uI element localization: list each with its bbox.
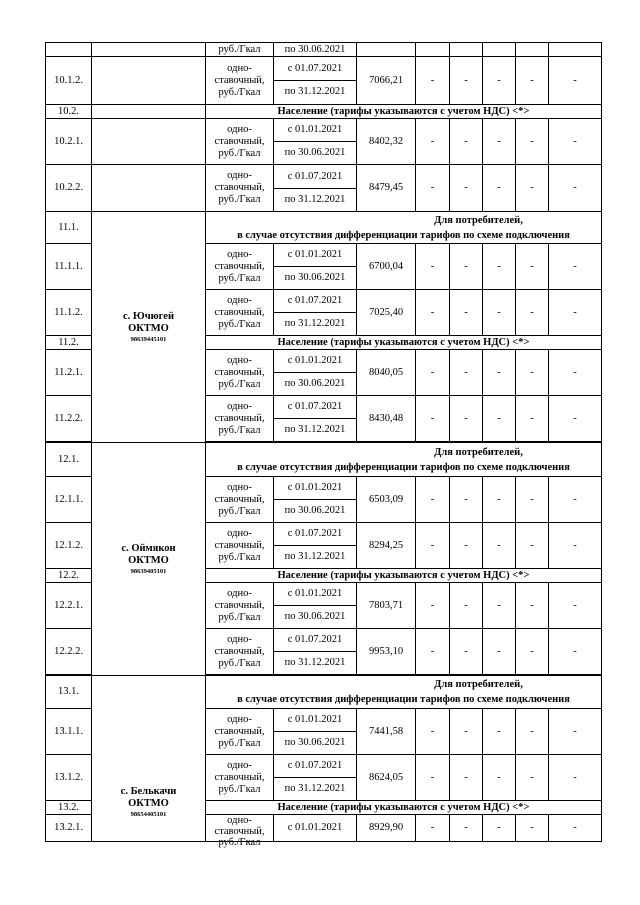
empty-cell <box>450 43 483 57</box>
period-cell <box>274 290 357 336</box>
unit-cell: одно- ставочный, руб./Гкал <box>206 583 274 629</box>
dash-cell: - <box>450 290 483 336</box>
dash-cell: - <box>516 119 549 165</box>
dash-cell: - <box>483 165 516 212</box>
table-row <box>46 119 602 165</box>
row-number: 13.1.2. <box>46 755 92 801</box>
tariff-value: 6700,04 <box>357 244 416 290</box>
settlement-cell <box>92 43 206 57</box>
table-row <box>46 43 602 57</box>
settlement-name: с. Ючюгей <box>122 310 175 322</box>
dash-cell: - <box>416 583 450 629</box>
period-from: с 01.07.2021 <box>287 528 343 539</box>
period-cell <box>274 755 357 801</box>
dash-cell: - <box>483 350 516 396</box>
dash-cell: - <box>450 709 483 755</box>
dash-cell: - <box>416 755 450 801</box>
value-cell <box>357 43 416 57</box>
dash-cell: - <box>450 629 483 675</box>
population-header: Население (тарифы указываются с учетом НДС) <*> <box>206 569 602 583</box>
dash-cell: - <box>483 57 516 105</box>
dash-cell: - <box>549 815 602 842</box>
row-number: 11.1.1. <box>46 244 92 290</box>
period-to: по 30.06.2021 <box>274 605 356 628</box>
unit-cell: одно- ставочный, руб./Гкал <box>206 57 274 105</box>
dash-cell: - <box>483 755 516 801</box>
dash-cell: - <box>516 815 549 842</box>
dash-cell: - <box>450 523 483 569</box>
dash-cell: - <box>483 629 516 675</box>
dash-cell: - <box>516 290 549 336</box>
unit-cell <box>206 815 274 848</box>
dash-cell: - <box>450 755 483 801</box>
row-number: 12.2.2. <box>46 629 92 675</box>
period-to: по 31.12.2021 <box>274 545 356 568</box>
dash-cell: - <box>516 523 549 569</box>
unit-text-partial: одно- ставочный, руб./Гкал <box>214 815 265 848</box>
dash-cell: - <box>416 523 450 569</box>
dash-cell: - <box>416 350 450 396</box>
period-cell <box>274 119 357 165</box>
dash-cell: - <box>450 57 483 105</box>
period-to: по 30.06.2021 <box>274 499 356 522</box>
period-from: с 01.01.2021 <box>287 714 343 725</box>
oktmo-code: 98654405101 <box>130 811 167 818</box>
dash-cell: - <box>549 244 602 290</box>
period-from: с 01.01.2021 <box>287 124 343 135</box>
dash-cell: - <box>416 477 450 523</box>
dash-cell: - <box>416 244 450 290</box>
dash-cell: - <box>516 477 549 523</box>
table-row <box>46 212 602 244</box>
tariff-value: 7025,40 <box>357 290 416 336</box>
dash-cell: - <box>483 396 516 442</box>
period-cell <box>274 477 357 523</box>
dash-cell: - <box>516 165 549 212</box>
unit-cell: одно- ставочный, руб./Гкал <box>206 629 274 675</box>
period-to: по 31.12.2021 <box>274 80 356 103</box>
settlement-cell <box>92 105 206 119</box>
tariff-value: 7441,58 <box>357 709 416 755</box>
period-from: с 01.01.2021 <box>287 355 343 366</box>
period-to: по 30.06.2021 <box>274 266 356 289</box>
dash-cell: - <box>450 396 483 442</box>
period-cell <box>274 165 357 212</box>
dash-cell: - <box>450 350 483 396</box>
period-cell <box>274 523 357 569</box>
unit-cell: одно- ставочный, руб./Гкал <box>206 350 274 396</box>
period-to: по 30.06.2021 <box>274 372 356 395</box>
tariff-value: 8479,45 <box>357 165 416 212</box>
dash-cell: - <box>416 165 450 212</box>
dash-cell: - <box>549 629 602 675</box>
dash-cell: - <box>416 815 450 842</box>
consumers-header-line2: в случае отсутствия дифференциации тарифов по схеме подключения <box>237 229 570 241</box>
unit-cell: одно- ставочный, руб./Гкал <box>206 477 274 523</box>
tariff-value: 8040,05 <box>357 350 416 396</box>
unit-cell: одно- ставочный, руб./Гкал <box>206 119 274 165</box>
period-to: по 31.12.2021 <box>274 312 356 335</box>
dash-cell: - <box>549 290 602 336</box>
dash-cell: - <box>549 119 602 165</box>
unit-cell: одно- ставочный, руб./Гкал <box>206 244 274 290</box>
tariff-value: 8430,48 <box>357 396 416 442</box>
settlement-name: с. Оймякон <box>121 542 176 554</box>
period-cell <box>274 244 357 290</box>
oktmo-label: ОКТМО <box>128 322 169 334</box>
dash-cell: - <box>516 709 549 755</box>
period-from: с 01.07.2021 <box>287 760 343 771</box>
dash-cell: - <box>549 396 602 442</box>
tariff-value: 6503,09 <box>357 477 416 523</box>
dash-cell: - <box>516 244 549 290</box>
period-to: по 30.06.2021 <box>274 731 356 754</box>
dash-cell: - <box>549 57 602 105</box>
dash-cell: - <box>549 477 602 523</box>
table-row <box>46 443 602 477</box>
consumers-header-line1: Для потребителей, <box>434 214 523 226</box>
row-number: 11.1.2. <box>46 290 92 336</box>
table-row <box>46 676 602 709</box>
dash-cell: - <box>549 350 602 396</box>
oktmo-label: ОКТМО <box>128 554 169 566</box>
row-number: 12.1.1. <box>46 477 92 523</box>
period-from: с 01.01.2021 <box>287 588 343 599</box>
unit-cell: одно- ставочный, руб./Гкал <box>206 396 274 442</box>
period-from: с 01.07.2021 <box>287 170 343 182</box>
period-from: с 01.01.2021 <box>287 482 343 493</box>
unit-cell: одно- ставочный, руб./Гкал <box>206 523 274 569</box>
tariff-value: 8294,25 <box>357 523 416 569</box>
period-from: с 01.07.2021 <box>287 401 343 412</box>
dash-cell: - <box>416 57 450 105</box>
consumers-header <box>206 443 602 477</box>
row-number: 10.2.1. <box>46 119 92 165</box>
row-number: 10.1.2. <box>46 57 92 105</box>
dash-cell: - <box>483 477 516 523</box>
dash-cell: - <box>483 523 516 569</box>
dash-cell: - <box>516 583 549 629</box>
period-from: с 01.07.2021 <box>287 295 343 306</box>
row-number: 11.1. <box>46 212 92 244</box>
period-to: по 30.06.2021 <box>274 141 356 164</box>
tariff-value: 8624,05 <box>357 755 416 801</box>
dash-cell: - <box>549 709 602 755</box>
dash-cell: - <box>516 629 549 675</box>
population-header: Население (тарифы указываются с учетом НДС) <*> <box>206 801 602 815</box>
row-number: 12.1.2. <box>46 523 92 569</box>
consumers-header-line1: Для потребителей, <box>434 679 523 690</box>
row-number: 11.2. <box>46 336 92 350</box>
period-cell <box>274 583 357 629</box>
dash-cell: - <box>450 583 483 629</box>
settlement-cell <box>92 119 206 165</box>
dash-cell: - <box>450 119 483 165</box>
tariff-value: 9953,10 <box>357 629 416 675</box>
period-to: по 31.12.2021 <box>274 188 356 211</box>
dash-cell: - <box>549 165 602 212</box>
dash-cell: - <box>516 755 549 801</box>
row-number: 11.2.1. <box>46 350 92 396</box>
empty-cell <box>549 43 602 57</box>
tariff-value: 8402,32 <box>357 119 416 165</box>
dash-cell: - <box>516 57 549 105</box>
dash-cell: - <box>416 396 450 442</box>
oktmo-label: ОКТМО <box>128 798 169 809</box>
table-row <box>46 165 602 212</box>
period-cell <box>274 57 357 105</box>
unit-cell: одно- ставочный, руб./Гкал <box>206 755 274 801</box>
row-number: 10.2. <box>46 105 92 119</box>
settlement-cell <box>92 676 206 842</box>
period-to: по 31.12.2021 <box>274 651 356 674</box>
consumers-header <box>206 212 602 244</box>
unit-cell: одно- ставочный, руб./Гкал <box>206 290 274 336</box>
period-from: с 01.07.2021 <box>287 634 343 645</box>
period-from: с 01.01.2021 <box>287 822 343 833</box>
dash-cell: - <box>450 244 483 290</box>
consumers-header <box>206 676 602 709</box>
period-to: по 31.12.2021 <box>274 418 356 441</box>
dash-cell: - <box>549 755 602 801</box>
dash-cell: - <box>416 629 450 675</box>
tariff-value: 7803,71 <box>357 583 416 629</box>
dash-cell: - <box>416 709 450 755</box>
period-from: с 01.01.2021 <box>287 249 343 260</box>
settlement-cell <box>92 165 206 212</box>
table-row <box>46 57 602 105</box>
dash-cell: - <box>450 477 483 523</box>
row-number: 13.2.1. <box>46 815 92 842</box>
period-to: по 31.12.2021 <box>274 777 356 800</box>
dash-cell: - <box>483 244 516 290</box>
unit-cell: руб./Гкал <box>206 43 274 57</box>
consumers-header-line1: Для потребителей, <box>434 446 523 458</box>
settlement-cell <box>92 57 206 105</box>
row-number: 12.1. <box>46 443 92 477</box>
row-number: 10.2.2. <box>46 165 92 212</box>
consumers-header-line2: в случае отсутствия дифференциации тарифов по схеме подключения <box>237 461 570 473</box>
settlement-cell <box>92 443 206 676</box>
row-number: 12.2. <box>46 569 92 583</box>
dash-cell: - <box>416 290 450 336</box>
dash-cell: - <box>483 815 516 842</box>
dash-cell: - <box>549 523 602 569</box>
population-header: Население (тарифы указываются с учетом НДС) <*> <box>206 105 602 119</box>
row-number: 13.2. <box>46 801 92 815</box>
dash-cell: - <box>450 165 483 212</box>
dash-cell: - <box>483 583 516 629</box>
tariff-value: 8929,90 <box>357 815 416 842</box>
dash-cell: - <box>549 583 602 629</box>
settlement-name: с. Белькачи <box>120 786 177 797</box>
tariff-table <box>45 42 602 848</box>
dash-cell: - <box>516 396 549 442</box>
empty-cell <box>516 43 549 57</box>
dash-cell: - <box>483 119 516 165</box>
period-cell <box>274 350 357 396</box>
dash-cell: - <box>416 119 450 165</box>
period-cell <box>274 709 357 755</box>
tariff-value: 7066,21 <box>357 57 416 105</box>
period-from: с 01.07.2021 <box>287 63 343 74</box>
period-cell <box>274 629 357 675</box>
dash-cell: - <box>450 815 483 842</box>
dash-cell: - <box>516 350 549 396</box>
settlement-cell <box>92 212 206 443</box>
period-cell <box>274 396 357 442</box>
oktmo-code: 98639445101 <box>130 335 167 343</box>
dash-cell: - <box>483 290 516 336</box>
population-header: Население (тарифы указываются с учетом НДС) <*> <box>206 336 602 350</box>
row-number: 11.2.2. <box>46 396 92 442</box>
dash-cell: - <box>483 709 516 755</box>
unit-cell: одно- ставочный, руб./Гкал <box>206 709 274 755</box>
row-number: 12.2.1. <box>46 583 92 629</box>
unit-cell: одно- ставочный, руб./Гкал <box>206 165 274 212</box>
period-cell <box>274 815 357 842</box>
row-number-cell <box>46 43 92 57</box>
oktmo-code: 98639405101 <box>130 567 167 575</box>
consumers-header-line2: в случае отсутствия дифференциации тарифов по схеме подключения <box>237 694 570 705</box>
empty-cell <box>416 43 450 57</box>
row-number: 13.1.1. <box>46 709 92 755</box>
row-number: 13.1. <box>46 676 92 709</box>
table-row <box>46 105 602 119</box>
empty-cell <box>483 43 516 57</box>
period-cell: по 30.06.2021 <box>274 43 357 57</box>
